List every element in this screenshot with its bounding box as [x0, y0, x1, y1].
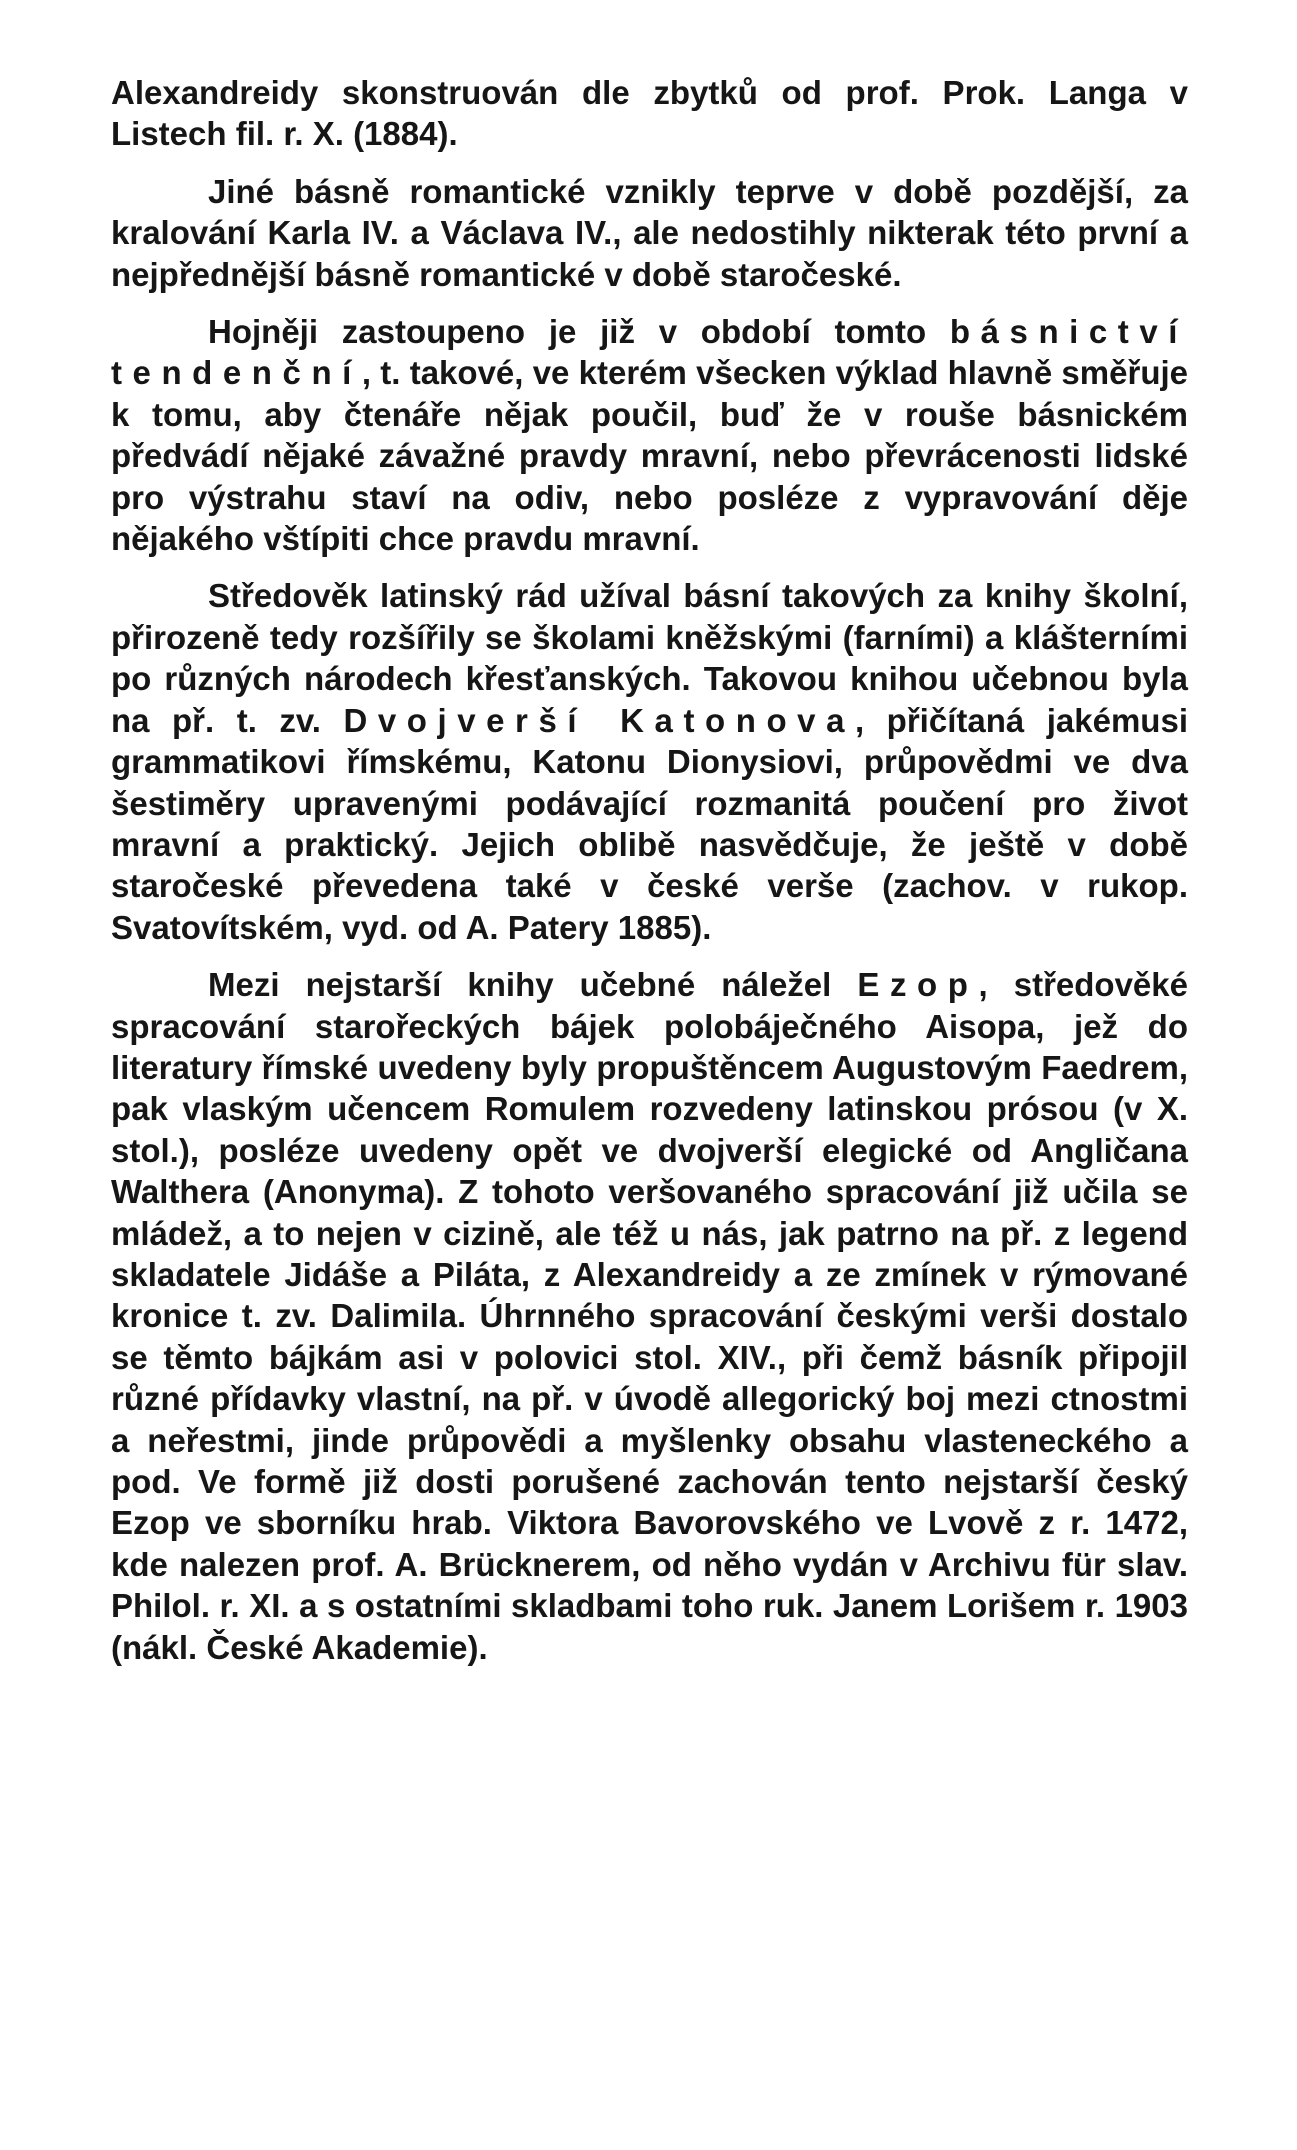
paragraph-p3: [111, 311, 1188, 559]
paragraph-p4: [111, 575, 1188, 948]
paragraph-text: , středověké spracování starořeckých bájek polobáječného Aisopa, jež do literatury římské uvedeny byly propuštěncem Augustovým Faedrem, pak vlaským učencem Romulem rozvedeny latinskou prósou (v X. stol.), posléze uvedeny opět ve dvojverší elegické od Angličana Walthera (Anonyma). Z tohoto veršovaného spracování již učila se mládež, a to nejen v cizině, ale též u nás, jak patrno na př. z legend skladatele Jidáše a Piláta, z Alexandreidy a ze zmínek v rýmované kronice t. zv. Dalimila. Úhrnného spracování českými verši dostalo se těmto bájkám asi v polovici stol. XIV., při čemž básník připojil různé přídavky vlastní, na př. v úvodě allegorický boj mezi ctnostmi a neřestmi, jinde průpovědi a myšlenky obsahu vlasteneckého a pod. Ve formě již dosti porušené zachován tento nejstarší český Ezop ve sborníku hrab. Viktora Bavorovského ve Lvově z r. 1472, kde nalezen prof. A. Brücknerem, od něho vydán v Archivu für slav. Philol. r. XI. a s ostatními skladbami toho ruk. Janem Lorišem r. 1903 (nákl. České Akademie).: [111, 966, 1188, 1666]
paragraph-p5: [111, 964, 1188, 1668]
page-body: [111, 72, 1188, 1668]
paragraph-text: Hojněji zastoupeno je již v období tomto: [208, 313, 950, 351]
paragraph-p1: [111, 72, 1188, 155]
paragraph-text: , t. takové, ve kterém všecken výklad hlavně směřuje k tomu, aby čtenáře nějak poučil, buď že v rouše básnickém předvádí nějaké závažné pravdy mravní, nebo převrácenosti lidské pro výstrahu staví na odiv, nebo posléze z vypravování děje nějakého vštípiti chce pravdu mravní.: [111, 354, 1188, 558]
emphasized-term: Ezop: [857, 966, 979, 1004]
paragraph-text: , přičítaná jakémusi grammatikovi římskému, Katonu Dionysiovi, průpovědmi ve dva šestiměry upravenými podávající rozmanitá poučení pro život mravní a praktický. Jejich oblibě nasvědčuje, že ještě v době staročeské převedena také v české verše (zachov. v rukop. Svatovítském, vyd. od A. Patery 1885).: [111, 701, 1188, 946]
emphasized-term: básnictví tendenční: [111, 313, 1188, 392]
emphasized-term: Dvojverší Katonova: [343, 701, 855, 739]
paragraph-text: Mezi nejstarší knihy učebné náležel: [208, 966, 858, 1004]
paragraph-text: Jiné básně romantické vznikly teprve v době pozdější, za kralování Karla IV. a Václava IV., ale nedostihly nikterak této první a nejpřednější básně romantické v době staročeské.: [111, 172, 1188, 293]
paragraph-text: Středověk latinský rád užíval básní takových za knihy školní, přirozeně tedy rozšířily se školami kněžskými (farními) a klášterními po různých národech křesťanských. Takovou knihou učebnou byla na př. t. zv.: [111, 577, 1188, 739]
paragraph-p2: [111, 171, 1188, 295]
paragraph-text: Alexandreidy skonstruován dle zbytků od prof. Prok. Langa v Listech fil. r. X. (1884).: [111, 74, 1188, 153]
